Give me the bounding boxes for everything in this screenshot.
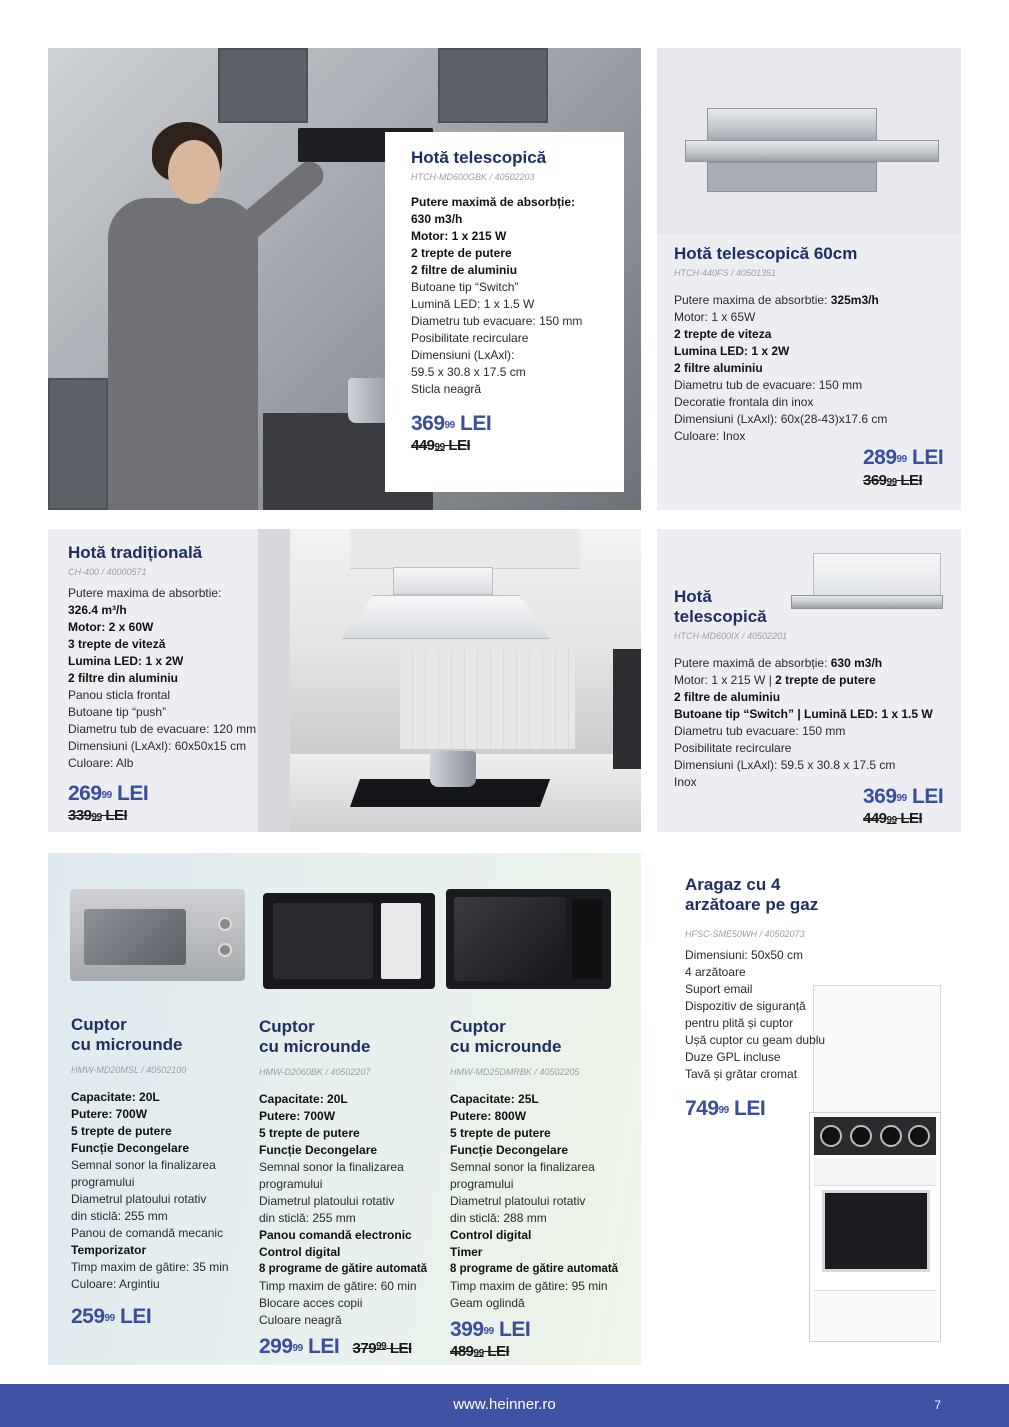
microwaves-section bbox=[48, 853, 641, 1365]
spec-line: 8 programe de gătire automată bbox=[259, 1263, 428, 1275]
old-price-integer: 449 bbox=[411, 437, 435, 454]
title-line: telescopică bbox=[674, 607, 767, 626]
price-row bbox=[259, 1335, 444, 1359]
spec-line: 2 trepte de viteza bbox=[674, 327, 772, 341]
burner bbox=[880, 1125, 902, 1147]
old-price-decimal: 99 bbox=[886, 815, 897, 826]
old-price-integer: 449 bbox=[863, 810, 887, 827]
price-current bbox=[259, 1335, 345, 1358]
spec-line: Lumină LED: 1 x 1.5 W bbox=[411, 297, 535, 311]
price-currency: LEI bbox=[912, 785, 944, 808]
spec-line: Butoane tip “push” bbox=[68, 705, 167, 719]
spec-line: Butoane tip “Switch” | Lumină LED: 1 x 1.5 W bbox=[674, 707, 933, 721]
spec-line: Dimensiuni (LxAxl): 60x50x15 cm bbox=[68, 739, 247, 753]
spec-line: 5 trepte de putere bbox=[71, 1124, 172, 1138]
title-line: Aragaz cu 4 bbox=[685, 875, 781, 894]
spec-line: Control digital bbox=[450, 1228, 532, 1242]
product-title: Hotă telescopică 60cm bbox=[674, 244, 858, 263]
spec-line: Putere: 700W bbox=[71, 1107, 148, 1121]
price-old bbox=[450, 1342, 640, 1362]
hood-body bbox=[707, 108, 877, 144]
spec-line: Culoare: Argintiu bbox=[71, 1277, 160, 1291]
spec-line: Control digital bbox=[259, 1245, 341, 1259]
spec-line: 8 programe de gătire automată bbox=[450, 1263, 619, 1275]
spec-line: Panou de comandă mecanic bbox=[71, 1226, 224, 1240]
spec-line: Funcție Decongelare bbox=[259, 1143, 378, 1157]
spec-line: 2 filtre din aluminiu bbox=[68, 671, 179, 685]
spec-line: Capacitate: 20L bbox=[71, 1090, 160, 1104]
spec-line: Capacitate: 20L bbox=[259, 1092, 348, 1106]
price-integer: 259 bbox=[71, 1305, 105, 1328]
old-price-currency: LEI bbox=[900, 810, 923, 827]
price-decimal: 99 bbox=[718, 1105, 729, 1116]
spec-line: 2 filtre de aluminiu bbox=[674, 690, 781, 704]
product-card-hood-telescopic-1 bbox=[385, 132, 624, 492]
product-sku: CH-400 / 40000571 bbox=[68, 567, 147, 577]
spec-line: Inox bbox=[674, 775, 697, 789]
product-sku: HTCH-MD600GBK / 40502203 bbox=[411, 172, 535, 182]
spec-line: Timp maxim de gătire: 60 min bbox=[259, 1279, 417, 1293]
spec-line: Dimensiuni (LxAxl): 60x(28-43)x17.6 cm bbox=[674, 412, 888, 426]
spec-line: Posibilitate recirculare bbox=[411, 331, 529, 345]
product-specs bbox=[411, 194, 624, 398]
old-price-decimal: 99 bbox=[376, 1341, 387, 1352]
spec-line: Ușă cuptor cu geam dublu bbox=[685, 1033, 826, 1047]
spec-line: Temporizator bbox=[71, 1243, 147, 1257]
woman-figure bbox=[108, 198, 258, 510]
title-line: Cuptor bbox=[450, 1017, 506, 1036]
title-line: cu microunde bbox=[450, 1037, 562, 1056]
product-sku: HMW-MD25DMRBK / 40502205 bbox=[450, 1067, 580, 1077]
title-line: cu microunde bbox=[259, 1037, 371, 1056]
spec-line: Posibilitate recirculare bbox=[674, 741, 792, 755]
price-decimal: 99 bbox=[444, 420, 455, 431]
microwave-black-image bbox=[263, 893, 435, 989]
price-integer: 369 bbox=[411, 412, 445, 435]
price-old bbox=[863, 471, 922, 491]
title-line: Cuptor bbox=[259, 1017, 315, 1036]
spec-line: Diametru tub de evacuare: 150 mm bbox=[674, 378, 863, 392]
card-text bbox=[674, 244, 961, 445]
spec-line: Geam oglindă bbox=[450, 1296, 525, 1310]
price-current bbox=[685, 1097, 955, 1121]
spec-line: Diametru tub evacuare: 150 mm bbox=[674, 724, 846, 738]
product-specs bbox=[259, 1091, 444, 1329]
spec-line: programului bbox=[450, 1177, 514, 1191]
old-price-currency: LEI bbox=[487, 1343, 510, 1360]
old-price-decimal: 99 bbox=[473, 1348, 484, 1359]
spec-line: Putere: 700W bbox=[259, 1109, 336, 1123]
price-decimal: 99 bbox=[483, 1326, 494, 1337]
spec-line: 5 trepte de putere bbox=[450, 1126, 551, 1140]
spec-line: din sticlă: 255 mm bbox=[71, 1209, 168, 1223]
product-sku: HTCH-440FS / 40501351 bbox=[674, 268, 777, 278]
product-card-gas-stove bbox=[685, 875, 955, 1121]
spec-line: Suport email bbox=[685, 982, 753, 996]
woman-arm bbox=[227, 156, 329, 248]
spec-line: Motor: 1 x 65W bbox=[674, 310, 756, 324]
spec-line: Panou comandă electronic bbox=[259, 1228, 412, 1242]
microwave-control-panel bbox=[381, 903, 421, 979]
spec-line: Culoare: Inox bbox=[674, 429, 746, 443]
old-price-decimal: 99 bbox=[434, 442, 445, 453]
spec-line bbox=[674, 292, 961, 309]
spec-value: 2 trepte de putere bbox=[775, 673, 876, 687]
spec-line: Putere maximă de absorbție: bbox=[411, 195, 576, 209]
cooking-pot bbox=[430, 751, 476, 787]
price-integer: 299 bbox=[259, 1335, 293, 1358]
spec-line: Dispozitiv de siguranță bbox=[685, 999, 806, 1013]
product-specs bbox=[68, 585, 258, 772]
spec-line: Motor: 1 x 215 W bbox=[411, 229, 507, 243]
spec-line: 59.5 x 30.8 x 17.5 cm bbox=[411, 365, 526, 379]
backsplash-tiles bbox=[400, 649, 575, 749]
product-title bbox=[674, 587, 961, 627]
price-decimal: 99 bbox=[896, 793, 907, 804]
spec-line: 3 trepte de viteză bbox=[68, 637, 166, 651]
burner bbox=[820, 1125, 842, 1147]
price-current bbox=[863, 446, 943, 470]
product-specs bbox=[685, 947, 955, 1083]
microwave-knob bbox=[218, 943, 232, 957]
product-card-hood-telescopic-inox bbox=[657, 529, 961, 832]
spec-line: 4 arzătoare bbox=[685, 965, 746, 979]
price-currency: LEI bbox=[308, 1335, 340, 1358]
spec-line: Dimensiuni (LxAxl): bbox=[411, 348, 515, 362]
old-price-integer: 489 bbox=[450, 1343, 474, 1360]
spec-line: Timer bbox=[450, 1245, 483, 1259]
price-integer: 749 bbox=[685, 1097, 719, 1120]
price-integer: 399 bbox=[450, 1318, 484, 1341]
old-price-decimal: 99 bbox=[886, 477, 897, 488]
product-specs bbox=[674, 292, 961, 445]
title-line: cu microunde bbox=[71, 1035, 183, 1054]
price-current bbox=[450, 1318, 640, 1342]
spec-line: Timp maxim de gătire: 35 min bbox=[71, 1260, 229, 1274]
price-currency: LEI bbox=[117, 782, 149, 805]
title-line: Cuptor bbox=[71, 1015, 127, 1034]
price-decimal: 99 bbox=[292, 1343, 303, 1354]
spec-text: Putere maxima de absorbtie: bbox=[674, 293, 831, 307]
microwave-control-panel bbox=[572, 899, 602, 979]
price-old bbox=[863, 809, 922, 829]
spec-line: Semnal sonor la finalizarea bbox=[71, 1158, 216, 1172]
woman-head bbox=[168, 140, 220, 204]
product-card-microwave-1 bbox=[71, 1015, 256, 1329]
spec-line: Diametrul platoului rotativ bbox=[259, 1194, 395, 1208]
spec-text: Putere maximă de absorbție: bbox=[674, 656, 831, 670]
price-current bbox=[411, 412, 624, 436]
wall-cabinet bbox=[218, 48, 308, 123]
spec-line bbox=[674, 672, 961, 689]
burner bbox=[908, 1125, 930, 1147]
spec-line: Dimensiuni (LxAxl): 59.5 x 30.8 x 17.5 cm bbox=[674, 758, 896, 772]
price-currency: LEI bbox=[460, 412, 492, 435]
spec-line: Motor: 2 x 60W bbox=[68, 620, 154, 634]
price-current bbox=[863, 785, 943, 809]
old-price-currency: LEI bbox=[389, 1340, 412, 1357]
spec-line: 2 filtre de aluminiu bbox=[411, 263, 518, 277]
price-currency: LEI bbox=[499, 1318, 531, 1341]
base-cabinet bbox=[48, 378, 108, 510]
product-title bbox=[259, 1017, 444, 1057]
product-sku: HMW-D2060BK / 40502207 bbox=[259, 1067, 371, 1077]
product-sku: HFSC-SME50WH / 40502073 bbox=[685, 929, 805, 939]
microwave-silver-image bbox=[70, 889, 245, 981]
spec-line: Blocare acces copii bbox=[259, 1296, 363, 1310]
kitchen-photo-white-hood bbox=[290, 529, 641, 832]
price-old bbox=[68, 806, 258, 826]
spec-line: Panou sticla frontal bbox=[68, 688, 171, 702]
spec-line: Lumina LED: 1 x 2W bbox=[68, 654, 184, 668]
spec-line: Putere: 800W bbox=[450, 1109, 527, 1123]
spec-line: Funcție Decongelare bbox=[71, 1141, 190, 1155]
card-text bbox=[674, 587, 961, 791]
product-sku: HTCH-MD600IX / 40502201 bbox=[674, 631, 788, 641]
spec-line: Sticla neagră bbox=[411, 382, 482, 396]
spec-line: Diametrul platoului rotativ bbox=[450, 1194, 586, 1208]
dark-cabinet bbox=[613, 649, 641, 769]
product-specs bbox=[71, 1089, 256, 1293]
spec-line: Timp maxim de gătire: 95 min bbox=[450, 1279, 608, 1293]
product-title: Hotă telescopică bbox=[411, 148, 547, 167]
burner bbox=[850, 1125, 872, 1147]
spec-line: din sticlă: 288 mm bbox=[450, 1211, 547, 1225]
spec-line: programului bbox=[71, 1175, 135, 1189]
stove-control-panel bbox=[814, 1158, 936, 1186]
spec-line: din sticlă: 255 mm bbox=[259, 1211, 356, 1225]
spec-line: Semnal sonor la finalizarea bbox=[450, 1160, 595, 1174]
price-integer: 269 bbox=[68, 782, 102, 805]
old-price-currency: LEI bbox=[448, 437, 471, 454]
spec-value: 325m3/h bbox=[830, 293, 879, 307]
spec-line: Diametru tub evacuare: 150 mm bbox=[411, 314, 583, 328]
hood-front-panel bbox=[685, 140, 939, 162]
product-card-microwave-2 bbox=[259, 1017, 444, 1359]
microwave-door bbox=[454, 897, 566, 981]
old-price-decimal: 99 bbox=[91, 812, 102, 823]
price-old bbox=[411, 436, 624, 456]
title-line: arzătoare pe gaz bbox=[685, 895, 819, 914]
spec-line: Tavă și grătar cromat bbox=[685, 1067, 798, 1081]
microwave-door bbox=[273, 903, 373, 979]
old-price-integer: 339 bbox=[68, 807, 92, 824]
spec-line: Lumina LED: 1 x 2W bbox=[674, 344, 790, 358]
spec-line: Diametru tub de evacuare: 120 mm bbox=[68, 722, 257, 736]
product-card-hood-traditional bbox=[48, 529, 641, 832]
spec-line: 2 filtre aluminiu bbox=[674, 361, 763, 375]
card-text bbox=[48, 529, 258, 832]
product-title bbox=[71, 1015, 256, 1055]
price-current bbox=[71, 1305, 256, 1329]
product-title bbox=[685, 875, 955, 915]
spec-line: Capacitate: 25L bbox=[450, 1092, 539, 1106]
product-card-hood-telescopic-60 bbox=[657, 48, 961, 510]
wall-cabinet bbox=[438, 48, 548, 123]
spec-line: Putere maxima de absorbtie: bbox=[68, 586, 222, 600]
product-title bbox=[450, 1017, 640, 1057]
hood-filter bbox=[707, 162, 877, 192]
title-line: Hotă bbox=[674, 587, 712, 606]
hood-canopy bbox=[342, 595, 550, 639]
stove-drawer bbox=[814, 1290, 936, 1338]
spec-line: pentru plită și cuptor bbox=[685, 1016, 794, 1030]
spec-line: Funcție Decongelare bbox=[450, 1143, 569, 1157]
spec-line: 2 trepte de putere bbox=[411, 246, 512, 260]
price-currency: LEI bbox=[120, 1305, 152, 1328]
spec-value: 630 m3/h bbox=[830, 656, 883, 670]
spec-line bbox=[674, 655, 961, 672]
price-decimal: 99 bbox=[101, 790, 112, 801]
stove-oven-door bbox=[822, 1190, 930, 1272]
upper-cabinets bbox=[350, 529, 580, 569]
price-integer: 289 bbox=[863, 446, 897, 469]
spec-line: 5 trepte de putere bbox=[259, 1126, 360, 1140]
footer-website-link[interactable]: www.heinner.ro bbox=[453, 1396, 556, 1413]
page-number: 7 bbox=[934, 1398, 941, 1412]
price-decimal: 99 bbox=[896, 454, 907, 465]
product-card-microwave-3 bbox=[450, 1017, 640, 1362]
microwave-mirror-image bbox=[446, 889, 611, 989]
price-old bbox=[353, 1340, 412, 1357]
spec-line: 326.4 m³/h bbox=[68, 603, 127, 617]
hood-chimney bbox=[393, 567, 493, 595]
stove-hob bbox=[814, 1117, 936, 1155]
microwave-door bbox=[84, 909, 186, 965]
price-currency: LEI bbox=[734, 1097, 766, 1120]
spec-line: Duze GPL incluse bbox=[685, 1050, 781, 1064]
spec-line: Diametrul platoului rotativ bbox=[71, 1192, 207, 1206]
spec-line: 630 m3/h bbox=[411, 212, 463, 226]
product-specs bbox=[674, 655, 961, 791]
product-title: Hotă tradițională bbox=[68, 543, 203, 562]
old-price-integer: 379 bbox=[352, 1340, 377, 1357]
old-price-currency: LEI bbox=[900, 472, 923, 489]
spec-line: Butoane tip “Switch” bbox=[411, 280, 519, 294]
spec-text: Motor: 1 x 215 W | bbox=[674, 673, 776, 687]
old-price-currency: LEI bbox=[105, 807, 128, 824]
spec-line: Culoare neagră bbox=[259, 1313, 342, 1327]
microwave-knob bbox=[218, 917, 232, 931]
product-sku: HMW-MD20MSL / 40502100 bbox=[71, 1065, 187, 1075]
spec-line: Culoare: Alb bbox=[68, 756, 134, 770]
price-currency: LEI bbox=[912, 446, 944, 469]
price-decimal: 99 bbox=[104, 1313, 115, 1324]
footer-bar bbox=[0, 1384, 1009, 1427]
hood-product-image bbox=[657, 48, 961, 234]
spec-line: Semnal sonor la finalizarea bbox=[259, 1160, 404, 1174]
price-integer: 369 bbox=[863, 785, 897, 808]
old-price-integer: 369 bbox=[863, 472, 887, 489]
product-specs bbox=[450, 1091, 640, 1312]
spec-line: programului bbox=[259, 1177, 323, 1191]
spec-line: Dimensiuni: 50x50 cm bbox=[685, 948, 804, 962]
price-current bbox=[68, 782, 258, 806]
spec-line: Decoratie frontala din inox bbox=[674, 395, 814, 409]
